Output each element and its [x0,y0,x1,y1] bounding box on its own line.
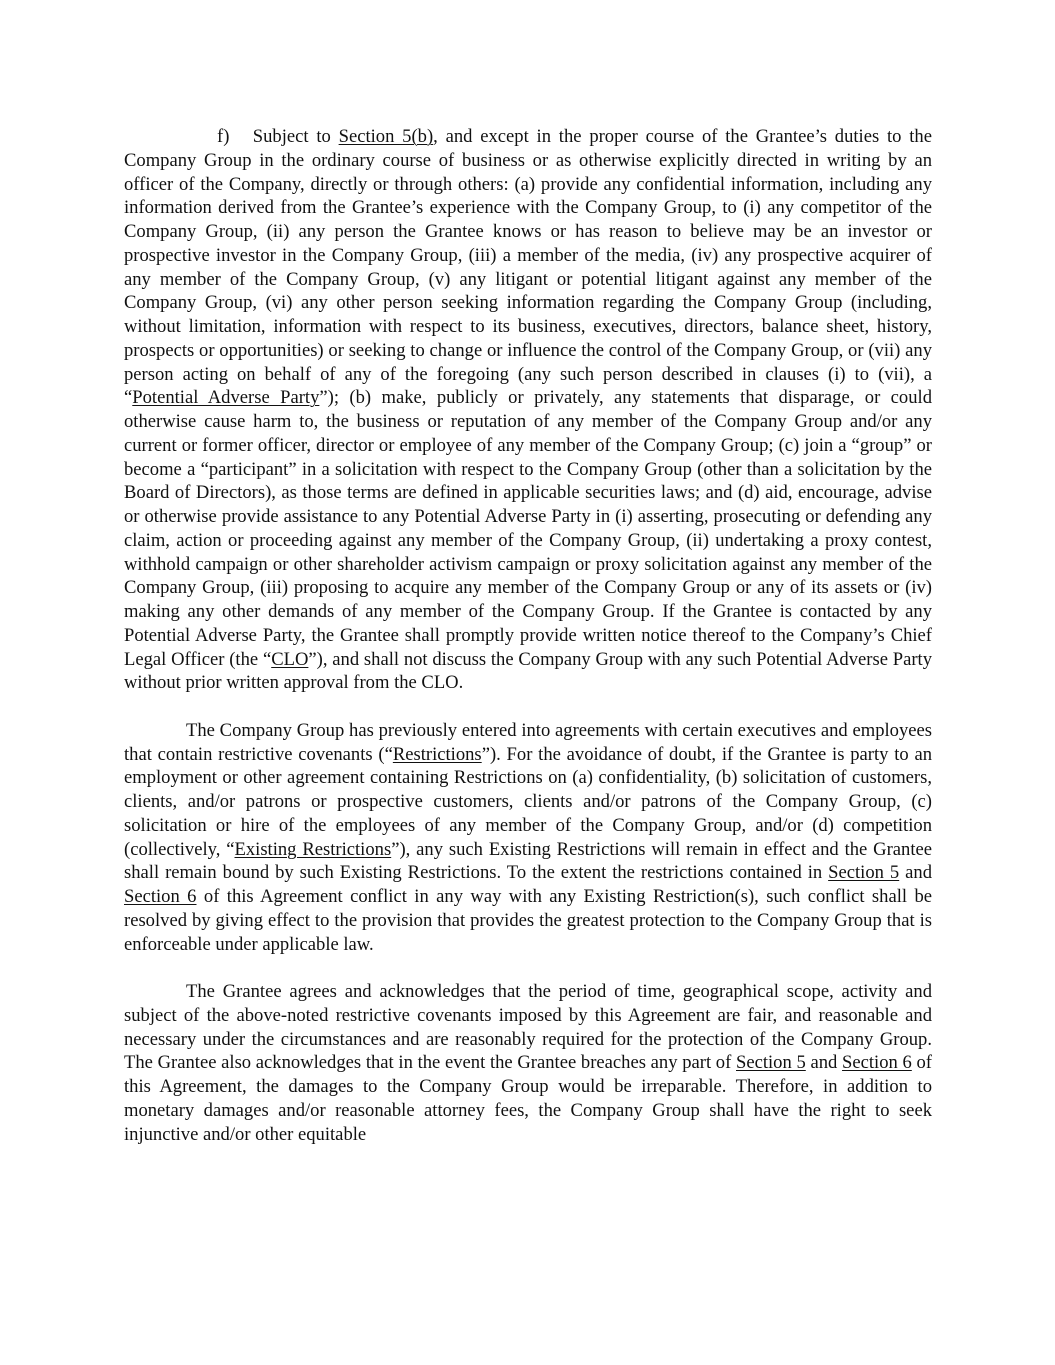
paragraph-text: , and except in the proper course of the Grantee’s duties to the Company Group in the ordinary course of business or as otherwise explicitly directed in writing by an officer of the Company, directly or through others: (a) provide any confidential information, including any information derived from the Grantee’s experience with the Company Group, to (i) any competitor of the Company Group, (ii) any person the Grantee knows or has reason to believe may be an investor or prospective investor in the Company Group, (iii) a member of the media, (iv) any prospective acquirer of any member of the Company Group, (v) any litigant or potential litigant against any member of the Company Group, (vi) any other person seeking information regarding the Company Group (including, without limitation, information with respect to its business, executives, directors, balance sheet, history, prospects or opportunities) or seeking to change or influence the control of the Company Group, or (vii) any person acting on behalf of any of the foregoing (any such person described in clauses (i) to (vii), a “ [124,126,932,409]
paragraph-text: The Grantee agrees and acknowledges that the period of time, geographical scope, activity and subject of the above-noted restrictive covenants imposed by this Agreement are fair, and reasonable and necessary under the circumstances and are reasonably required for the protection of the Company Group. The Grantee also acknowledges that in the event the Grantee breaches any part of [124,981,932,1074]
document-body [124,125,932,1146]
section-5b-reference: Section 5(b) [338,126,434,147]
paragraph-label: f) [217,126,230,147]
paragraph-text: ”); (b) make, publicly or privately, any statements that disparage, or could otherwise cause harm to, the business or reputation of any member of the Company Group and/or any current or former officer, director or employee of any member of the Company Group; (c) join a “group” or become a “participant” in a solicitation with respect to the Company Group (other than a solicitation by the Board of Directors), as those terms are defined in applicable securities laws; and (d) aid, encourage, advise or otherwise provide assistance to any Potential Adverse Party in (i) asserting, prosecuting or defending any claim, action or proceeding against any member of the Company Group, (ii) undertaking a proxy contest, withhold campaign or other shareholder activism campaign or proxy solicitation against any member of the Company Group, (iii) proposing to acquire any member of the Company Group or any of its assets or (iv) making any other demands of any member of the Company Group. If the Grantee is contacted by any Potential Adverse Party, the Grantee shall promptly provide written notice thereof to the Company’s Chief Legal Officer (the “ [124,387,932,670]
paragraph-text: of this Agreement, the damages to the Company Group would be irreparable. Therefore, in addition to monetary damages and/or reasonable attorney fees, the Company Group shall have the right to seek injunctive and/or other equitable [124,1052,933,1145]
paragraph-text: The Company Group has previously entered into agreements with certain executives and employees that contain restrictive covenants (“ [124,719,932,765]
paragraph-text: of this Agreement conflict in any way with any Existing Restriction(s), such conflict shall be resolved by giving effect to the provision that provides the greatest protection to the Company Group that is enforceable under applicable law. [124,886,932,955]
paragraph-text: ”). For the avoidance of doubt, if the Grantee is party to an employment or other agreement containing Restrictions on (a) confidentiality, (b) solicitation of customers, clients, and/or patrons or prospective customers, clients and/or patrons of the Company Group, (c) solicitation or hire of the employees of any member of the Company Group, and/or (d) competition (collectively, “ [124,743,932,860]
paragraph-text: and [899,862,933,884]
paragraph-text: ”), and shall not discuss the Company Group with any such Potential Adverse Party without prior written approval from the CLO. [124,648,932,694]
paragraph-text: Subject to [252,126,339,147]
paragraph-existing-restrictions [124,719,932,957]
section-5-reference: Section 5 [828,862,900,884]
defined-term-clo: CLO [271,648,309,670]
defined-term-existing-restrictions: Existing Restrictions [234,838,392,860]
section-6-reference: Section 6 [124,886,197,907]
paragraph-text: ”), any such Existing Restrictions will remain in effect and the Grantee shall remain bound by such Existing Restrictions. To the extent the restrictions contained in [124,838,932,884]
paragraph-f [124,125,932,695]
defined-term-restrictions: Restrictions [392,743,482,765]
section-5-reference: Section 5 [736,1052,806,1074]
defined-term-potential-adverse-party: Potential Adverse Party [132,387,320,409]
section-6-reference: Section 6 [842,1052,912,1074]
paragraph-text: and [805,1052,843,1074]
paragraph-acknowledgement [124,980,932,1146]
